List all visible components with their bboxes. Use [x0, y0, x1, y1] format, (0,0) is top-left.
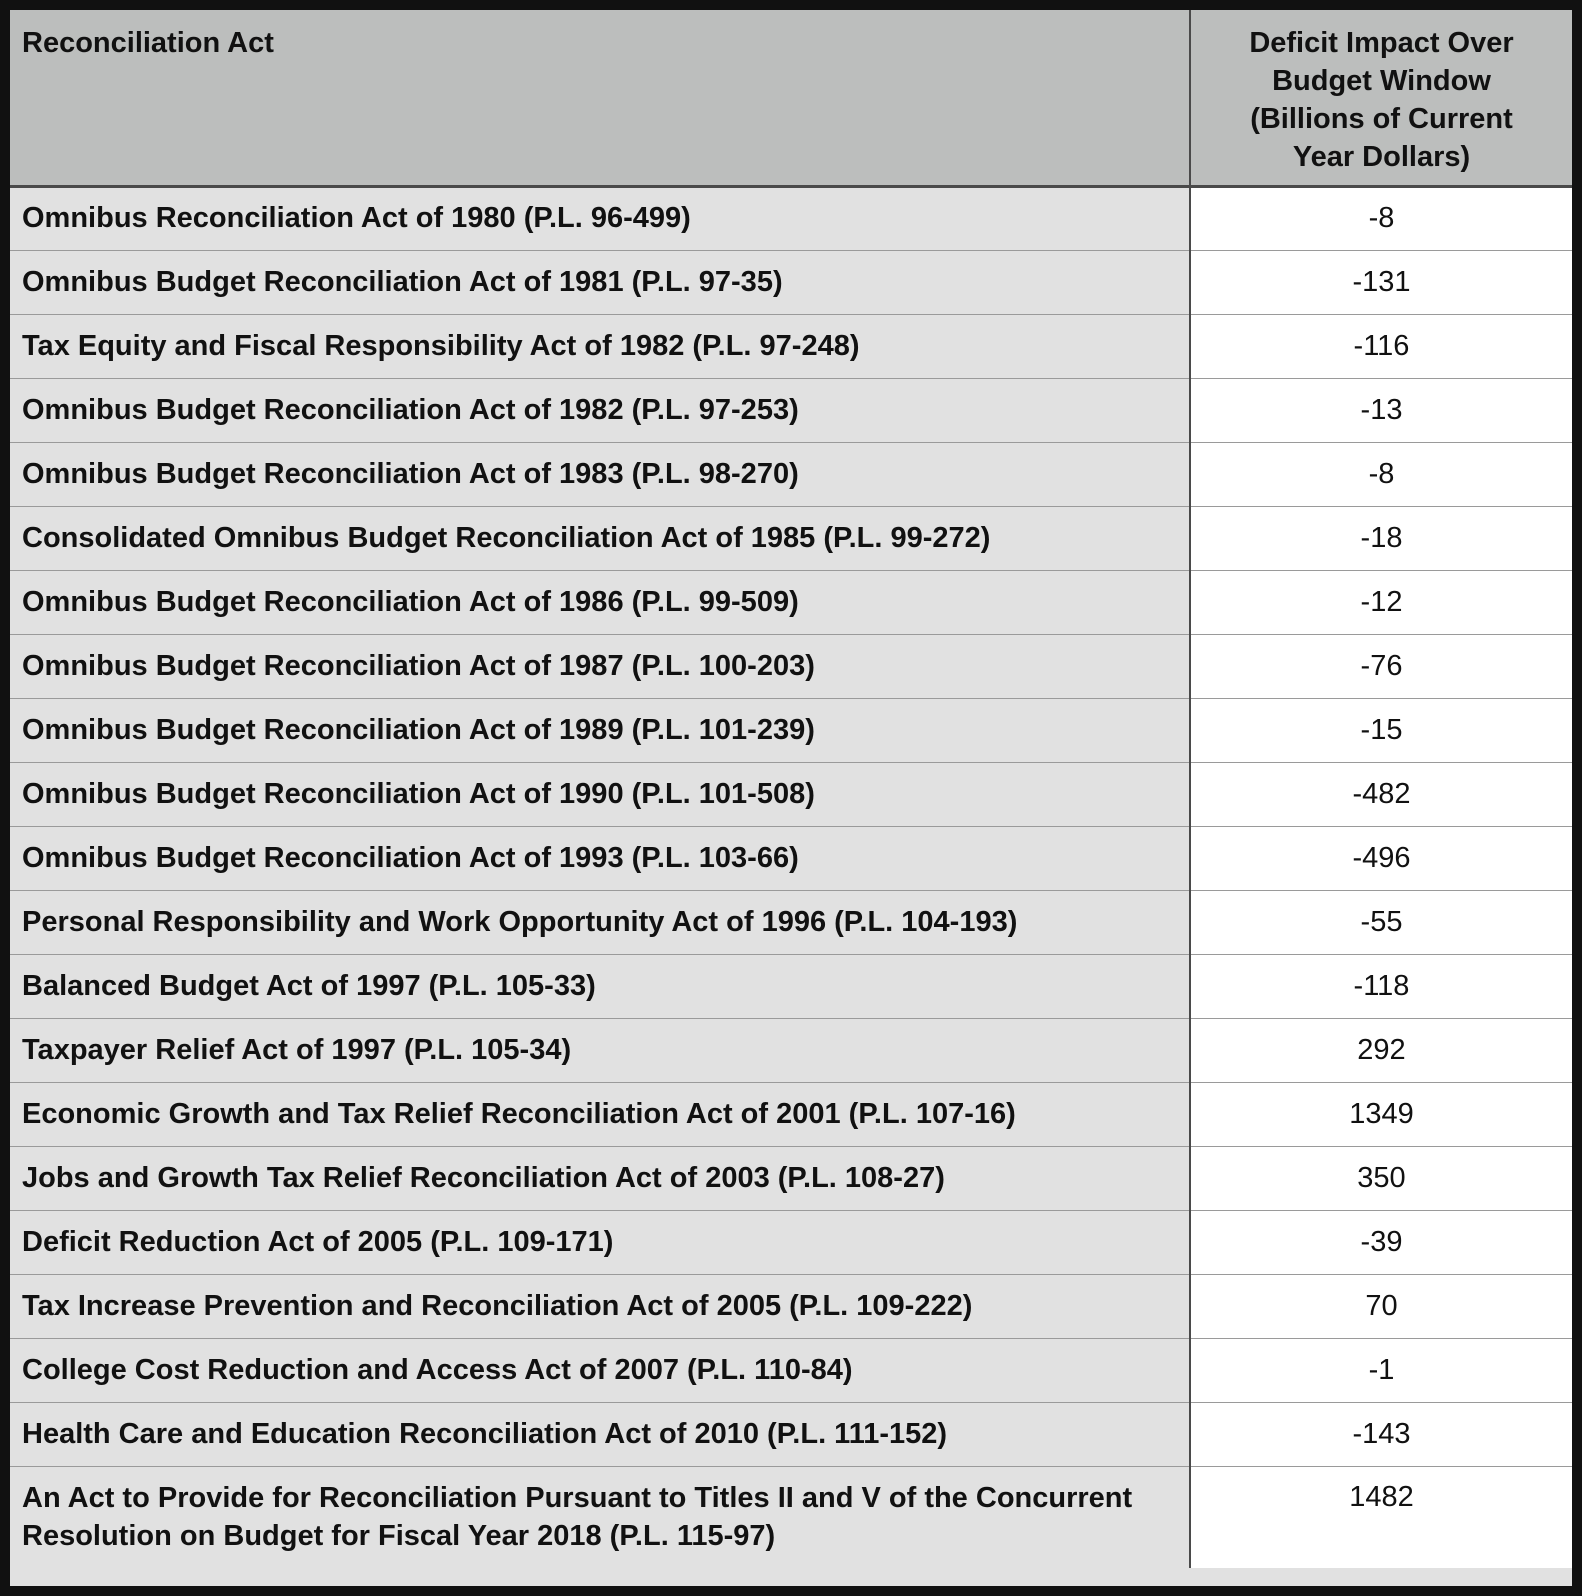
act-name-cell: Tax Equity and Fiscal Responsibility Act of 1982 (P.L. 97-248) — [10, 314, 1190, 378]
table-row — [10, 890, 1572, 954]
table-row — [10, 186, 1572, 250]
act-name-cell: Omnibus Budget Reconciliation Act of 1990 (P.L. 101-508) — [10, 762, 1190, 826]
act-name-cell: Jobs and Growth Tax Relief Reconciliation Act of 2003 (P.L. 108-27) — [10, 1146, 1190, 1210]
table-row — [10, 314, 1572, 378]
deficit-impact-cell: -118 — [1190, 954, 1572, 1018]
act-name-cell: An Act to Provide for Reconciliation Pursuant to Titles II and V of the Concurrent Resolution on Budget for Fiscal Year 2018 (P.L. 115-97) — [10, 1466, 1190, 1568]
deficit-impact-cell: -143 — [1190, 1402, 1572, 1466]
table-row — [10, 442, 1572, 506]
table-row — [10, 634, 1572, 698]
deficit-impact-cell: -55 — [1190, 890, 1572, 954]
act-name-cell: Economic Growth and Tax Relief Reconciliation Act of 2001 (P.L. 107-16) — [10, 1082, 1190, 1146]
reconciliation-table-frame — [10, 10, 1572, 1586]
act-name-cell: Omnibus Reconciliation Act of 1980 (P.L. 96-499) — [10, 186, 1190, 250]
act-name-cell: College Cost Reduction and Access Act of 2007 (P.L. 110-84) — [10, 1338, 1190, 1402]
act-name-cell: Tax Increase Prevention and Reconciliation Act of 2005 (P.L. 109-222) — [10, 1274, 1190, 1338]
deficit-impact-cell: -39 — [1190, 1210, 1572, 1274]
reconciliation-table — [10, 10, 1572, 1568]
deficit-impact-cell: 70 — [1190, 1274, 1572, 1338]
header-reconciliation-act: Reconciliation Act — [10, 10, 1190, 186]
deficit-impact-cell: 1349 — [1190, 1082, 1572, 1146]
act-name-cell: Omnibus Budget Reconciliation Act of 1989 (P.L. 101-239) — [10, 698, 1190, 762]
table-row — [10, 378, 1572, 442]
act-name-cell: Taxpayer Relief Act of 1997 (P.L. 105-34) — [10, 1018, 1190, 1082]
table-row — [10, 1082, 1572, 1146]
deficit-impact-cell: -116 — [1190, 314, 1572, 378]
act-name-cell: Omnibus Budget Reconciliation Act of 1981 (P.L. 97-35) — [10, 250, 1190, 314]
table-header-row — [10, 10, 1572, 186]
act-name-cell: Omnibus Budget Reconciliation Act of 1986 (P.L. 99-509) — [10, 570, 1190, 634]
deficit-impact-cell: -1 — [1190, 1338, 1572, 1402]
act-name-cell: Personal Responsibility and Work Opportunity Act of 1996 (P.L. 104-193) — [10, 890, 1190, 954]
table-row — [10, 250, 1572, 314]
act-name-cell: Balanced Budget Act of 1997 (P.L. 105-33) — [10, 954, 1190, 1018]
deficit-impact-cell: -482 — [1190, 762, 1572, 826]
deficit-impact-cell: -131 — [1190, 250, 1572, 314]
table-row — [10, 1210, 1572, 1274]
table-row — [10, 1018, 1572, 1082]
table-row — [10, 570, 1572, 634]
table-row — [10, 826, 1572, 890]
deficit-impact-cell: -76 — [1190, 634, 1572, 698]
deficit-impact-cell: -496 — [1190, 826, 1572, 890]
deficit-impact-cell: 292 — [1190, 1018, 1572, 1082]
deficit-impact-cell: -13 — [1190, 378, 1572, 442]
deficit-impact-cell: 1482 — [1190, 1466, 1572, 1568]
table-row — [10, 1338, 1572, 1402]
deficit-impact-cell: -12 — [1190, 570, 1572, 634]
table-row — [10, 1274, 1572, 1338]
act-name-cell: Deficit Reduction Act of 2005 (P.L. 109-171) — [10, 1210, 1190, 1274]
act-name-cell: Omnibus Budget Reconciliation Act of 1982 (P.L. 97-253) — [10, 378, 1190, 442]
table-row — [10, 1402, 1572, 1466]
table-row — [10, 698, 1572, 762]
header-deficit-impact: Deficit Impact Over Budget Window (Billions of Current Year Dollars) — [1190, 10, 1572, 186]
act-name-cell: Consolidated Omnibus Budget Reconciliation Act of 1985 (P.L. 99-272) — [10, 506, 1190, 570]
deficit-impact-cell: 350 — [1190, 1146, 1572, 1210]
act-name-cell: Health Care and Education Reconciliation Act of 2010 (P.L. 111-152) — [10, 1402, 1190, 1466]
table-row — [10, 1466, 1572, 1568]
table-body — [10, 186, 1572, 1568]
deficit-impact-cell: -18 — [1190, 506, 1572, 570]
act-name-cell: Omnibus Budget Reconciliation Act of 1993 (P.L. 103-66) — [10, 826, 1190, 890]
deficit-impact-cell: -8 — [1190, 186, 1572, 250]
table-row — [10, 1146, 1572, 1210]
table-row — [10, 954, 1572, 1018]
table-row — [10, 506, 1572, 570]
act-name-cell: Omnibus Budget Reconciliation Act of 1983 (P.L. 98-270) — [10, 442, 1190, 506]
act-name-cell: Omnibus Budget Reconciliation Act of 1987 (P.L. 100-203) — [10, 634, 1190, 698]
deficit-impact-cell: -15 — [1190, 698, 1572, 762]
table-row — [10, 762, 1572, 826]
deficit-impact-cell: -8 — [1190, 442, 1572, 506]
